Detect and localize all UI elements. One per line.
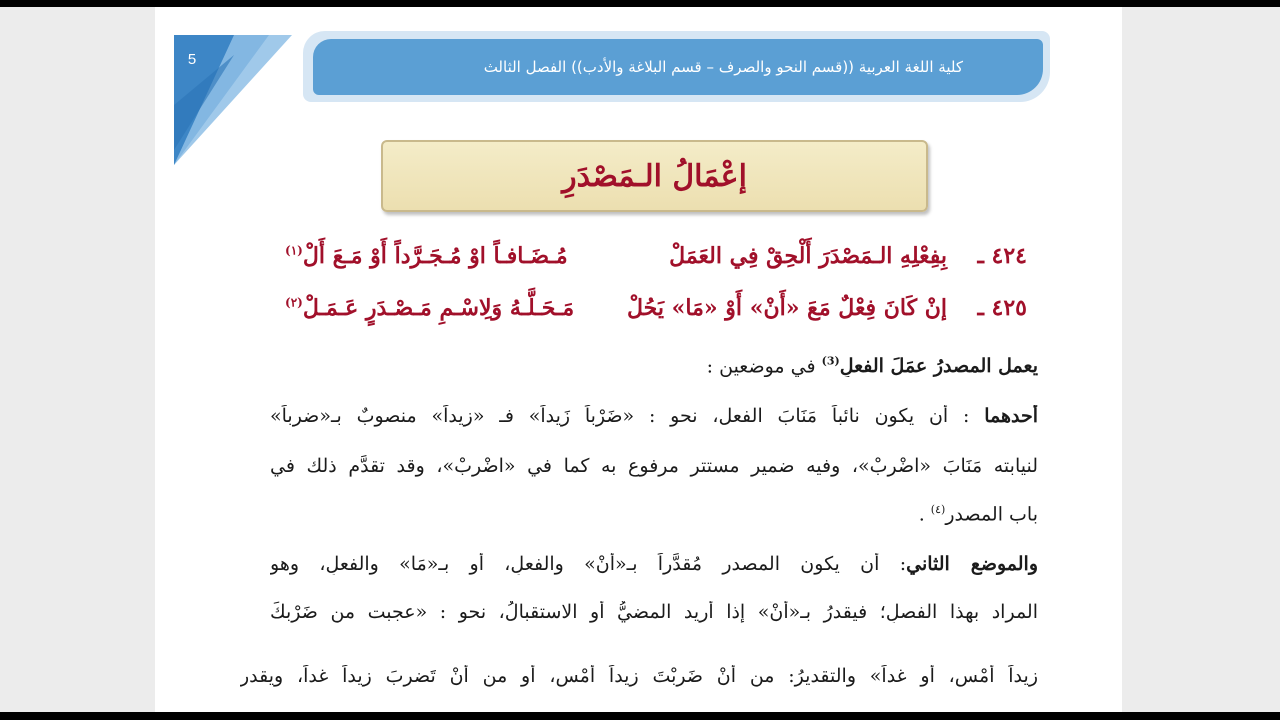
chapter-title-box	[381, 140, 928, 212]
intro-rest: في موضعين :	[706, 355, 822, 378]
verse-hemistich-first: إنْ كَانَ فِعْلٌ مَعَ «أَنْ» أَوْ «مَا» يَحُلْ	[627, 295, 947, 321]
verse-hemistich-first: بِفِعْلِهِ الـمَصْدَرَ أَلْحِقْ فِي العَمَلْ	[669, 243, 947, 269]
first-case-line-1: أحدهما : أن يكون نائباً مَنَابَ الفعل، نحو : «ضَرْباً زَيداً» فـ «زيداً» منصوبٌ بـ«ضرباً»	[270, 405, 1038, 427]
letterbox-bottom	[0, 712, 1280, 720]
verse-424	[275, 243, 1027, 287]
header-text: كلية اللغة العربية ((قسم النحو والصرف – قسم البلاغة والأدب)) الفصل الثالث	[483, 58, 963, 76]
footnote-marker: (٤)	[930, 503, 946, 516]
second-case-line-3: زيداً أَمْسِ، أو غداً» والتقديرُ: من أنْ ضَرِبْتَ زيداً أَمْسِ، أو من أنْ تَضرِبَ زيداً غداً، ويقدر	[240, 665, 1038, 687]
first-case-line-3: باب المصدر$^{(٤)}$ .	[918, 503, 1038, 526]
chapter-title: إعْمَالُ الـمَصْدَرِ	[562, 158, 747, 194]
footnote-marker: (١)	[285, 243, 303, 258]
verse-number: ٤٢٥ ـ	[977, 295, 1027, 321]
pillarbox-left	[0, 7, 155, 712]
letterbox-top	[0, 0, 1280, 7]
verse-number: ٤٢٤ ـ	[977, 243, 1027, 269]
verse-hemistich-second	[285, 243, 568, 269]
book-page	[155, 7, 1122, 712]
intro-line	[270, 355, 1038, 377]
verse-hemistich-text: مَـحَـلَّـهُ وَلِاسْـمِ مَـصْـدَرٍ عَـمَـلْ	[302, 295, 575, 321]
second-case-line-1: والموضع الثاني: أن يكون المصدر مُقدَّراً بـ«أَنْ» والفعلِ، أو بـ«مَا» والفعلِ، وهو	[270, 553, 1038, 575]
header-band	[313, 39, 1043, 95]
page-number: 5	[187, 51, 197, 68]
footnote-marker: (٢)	[285, 295, 303, 310]
second-case-line-2: المراد بهذا الفصلِ؛ فيقدرُ بـ«أَنْ» إذا أريد المضيُّ أو الاستقبالُ، نحو : «عجبت من ضَرْبكَ	[270, 601, 1038, 623]
footnote-marker: (3)	[821, 355, 840, 368]
pillarbox-right	[1122, 7, 1280, 712]
first-case-label: أحدهما	[984, 405, 1038, 427]
second-case-label: والموضع الثاني	[906, 553, 1038, 575]
verse-hemistich-text: مُـضَـافـاً اوْ مُـجَـرَّداً أَوْ مَـعَ أَلْ	[302, 243, 568, 269]
intro-bold: يعمل المصدرُ عمَلَ الفعلِ$^{(3)}$	[821, 355, 1038, 378]
verse-hemistich-second	[285, 295, 574, 321]
first-case-line-2: لنيابته مَنَابَ «اضْرِبْ»، وفيه ضمير مستتر مرفوع به كما في «اضْرِبْ»، وقد تقدَّم ذلك في	[270, 455, 1038, 477]
verse-425	[275, 295, 1027, 339]
